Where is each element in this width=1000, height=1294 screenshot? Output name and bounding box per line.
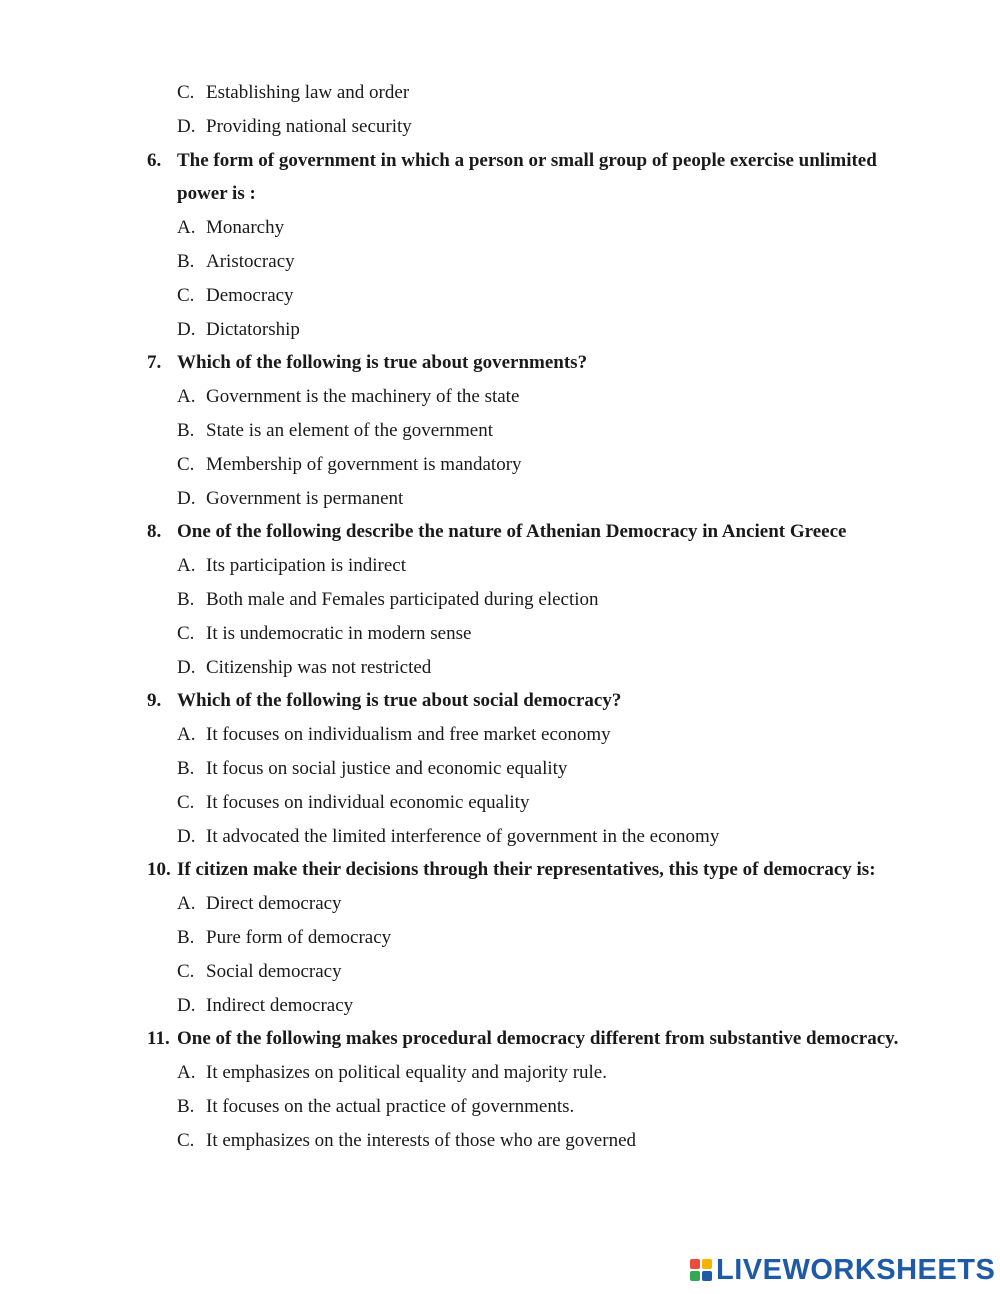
logo-square (690, 1259, 700, 1269)
question-text: Which of the following is true about social democracy? (177, 690, 622, 712)
question-number: 7. (147, 352, 162, 374)
logo-square (702, 1259, 712, 1269)
logo-square (690, 1271, 700, 1281)
option-text: Dictatorship (206, 318, 300, 340)
option-text: Providing national security (206, 115, 412, 137)
option-letter: A. (177, 555, 196, 577)
option-text: Aristocracy (206, 251, 295, 272)
option-letter: B. (177, 589, 195, 610)
option-text: Democracy (206, 284, 294, 306)
option-letter: A. (177, 724, 196, 746)
liveworksheets-logo (690, 1254, 995, 1286)
option-text: It emphasizes on political equality and majority rule. (206, 1062, 607, 1084)
option-text: Government is permanent (206, 487, 404, 509)
option-text: Membership of government is mandatory (206, 453, 522, 475)
option-letter: A. (177, 1062, 196, 1084)
option-letter: D. (177, 318, 196, 340)
option-letter: A. (177, 386, 196, 408)
option-letter: A. (177, 217, 196, 239)
option-letter: C. (177, 791, 195, 813)
option-letter: B. (177, 251, 195, 272)
option-letter: C. (177, 1129, 195, 1151)
liveworksheets-logo-icon (690, 1259, 712, 1281)
question-text: power is : (177, 183, 256, 205)
option-text: Government is the machinery of the state (206, 386, 520, 408)
option-text: Direct democracy (206, 893, 342, 915)
option-text: Its participation is indirect (206, 555, 406, 577)
question-text: One of the following makes procedural democracy different from substantive democracy. (177, 1028, 899, 1050)
option-text: State is an element of the government (206, 420, 494, 441)
option-text: It focuses on the actual practice of governments. (206, 1096, 575, 1117)
option-text: Both male and Females participated during election (206, 589, 599, 610)
option-letter: C. (177, 622, 195, 644)
option-text: It focuses on individual economic equality (206, 791, 530, 813)
option-letter: B. (177, 420, 195, 441)
question-number: 10. (147, 859, 171, 881)
question-number: 8. (147, 521, 162, 543)
question-number: 6. (147, 149, 162, 171)
logo-square (702, 1271, 712, 1281)
option-letter: D. (177, 825, 196, 847)
question-text: One of the following describe the nature of Athenian Democracy in Ancient Greece (177, 521, 847, 543)
option-letter: C. (177, 284, 195, 306)
option-letter: B. (177, 758, 195, 779)
option-letter: A. (177, 893, 196, 915)
option-letter: B. (177, 927, 195, 948)
option-text: Social democracy (206, 960, 342, 982)
option-letter: D. (177, 115, 196, 137)
question-text: If citizen make their decisions through their representatives, this type of democracy is: (177, 859, 876, 881)
option-text: It focuses on individualism and free market economy (206, 724, 611, 746)
question-text: The form of government in which a person or small group of people exercise unlimited (177, 149, 877, 171)
option-letter: C. (177, 453, 195, 475)
option-text: Citizenship was not restricted (206, 656, 432, 678)
option-letter: D. (177, 487, 196, 509)
option-letter: D. (177, 994, 196, 1016)
option-text: It is undemocratic in modern sense (206, 622, 472, 644)
option-text: It emphasizes on the interests of those who are governed (206, 1129, 637, 1151)
option-letter: B. (177, 1096, 195, 1117)
option-text: Indirect democracy (206, 994, 354, 1016)
question-number: 9. (147, 690, 162, 712)
option-text: Pure form of democracy (206, 927, 392, 948)
option-letter: D. (177, 656, 196, 678)
option-letter: C. (177, 82, 195, 103)
question-number: 11. (147, 1028, 170, 1050)
liveworksheets-logo-text: LIVEWORKSHEETS (716, 1253, 996, 1286)
option-letter: C. (177, 960, 195, 982)
question-text: Which of the following is true about governments? (177, 352, 588, 374)
option-text: It focus on social justice and economic equality (206, 758, 568, 779)
option-text: Monarchy (206, 217, 285, 239)
option-text: Establishing law and order (206, 82, 410, 103)
option-text: It advocated the limited interference of government in the economy (206, 825, 720, 847)
